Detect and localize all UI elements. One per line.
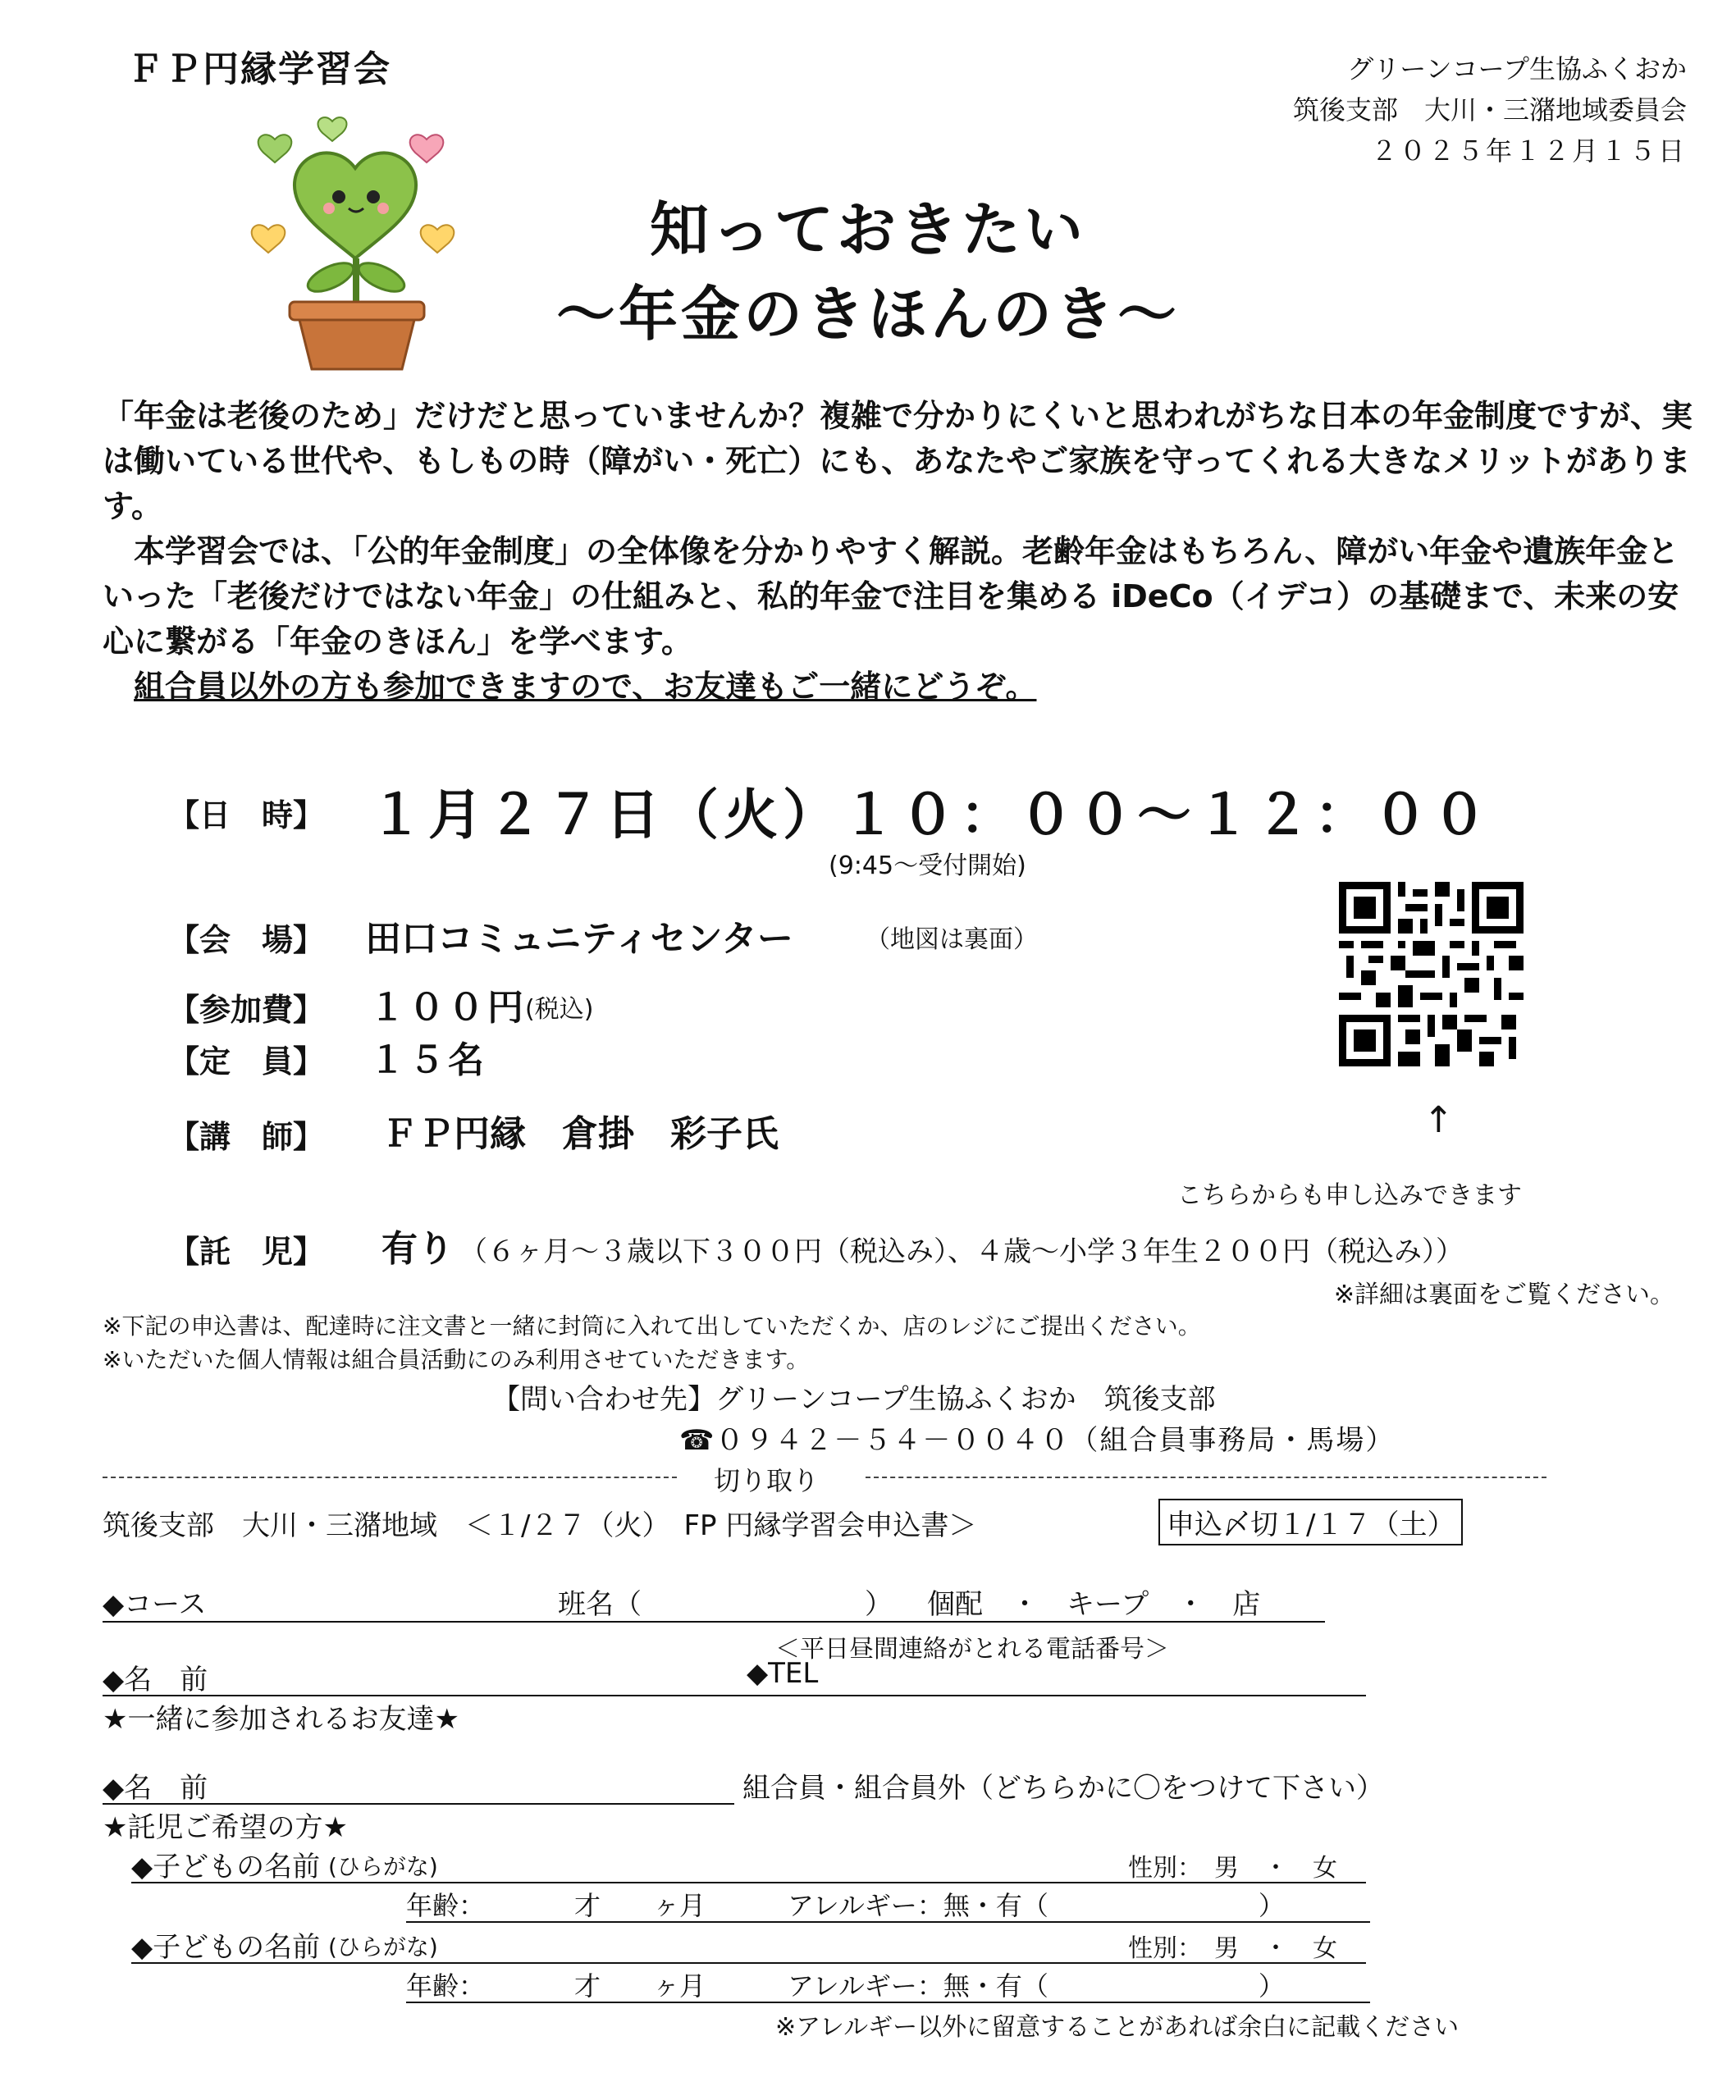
course-label: ◆コース (103, 1588, 207, 1621)
childcare-label: 【託 児】 (168, 1234, 325, 1270)
venue-note: （地図は裏面） (866, 925, 1038, 954)
lecturer-label: 【講 師】 (168, 1119, 325, 1155)
childcare-value: 有り (381, 1228, 454, 1270)
capacity-label: 【定 員】 (168, 1043, 325, 1080)
child-2-age-underline (406, 2002, 1370, 2003)
intro-text (103, 394, 1694, 710)
note-submission: ※下記の申込書は、配達時に注文書と一緒に封筒に入れて出していただくか、店のレジにご提出ください。 (103, 1312, 1201, 1340)
note-privacy: ※いただいた個人情報は組合員活動にのみ利用させていただきます。 (103, 1346, 810, 1373)
child-2-age-label: 年齢： (406, 1970, 486, 2002)
child-1-gender[interactable]: 性別： 男 ・ 女 (1128, 1854, 1337, 1883)
childcare-detail-note: ※詳細は裏面をご覧ください。 (1333, 1281, 1674, 1309)
member-choice[interactable]: 組合員・組合員外（どちらかに〇をつけて下さい） (742, 1772, 1384, 1805)
date-value: １月２７日（火）１０：００～１２：００ (369, 783, 1492, 847)
fee-value: １００円 (369, 987, 527, 1029)
title-line-2: ～年金のきほんのき～ (555, 280, 1180, 349)
deadline-box: 申込〆切１/１７（土） (1158, 1499, 1463, 1545)
lecturer-value: ＦＰ円縁 倉掛 彩子氏 (381, 1113, 779, 1155)
venue-label: 【会 場】 (168, 922, 325, 958)
child-1-age-label: 年齢： (406, 1890, 486, 1921)
title-line-1: 知っておきたい (649, 195, 1086, 264)
venue-value: 田口コミュニティセンター (365, 918, 793, 960)
capacity-value: １５名 (369, 1039, 487, 1081)
course-underline (103, 1621, 1325, 1623)
delivery-options[interactable]: 個配 ・ キープ ・ 店 (927, 1588, 1261, 1621)
child-1-allergy[interactable]: アレルギー：無・有（ ） (788, 1890, 1285, 1921)
org-line-2: 筑後支部 大川・三潴地域委員会 (1292, 94, 1687, 126)
child-1-age-underline (406, 1921, 1370, 1923)
group-name-field[interactable]: 班名（ ） (558, 1588, 893, 1621)
org-line-1: グリーンコープ生協ふくおか (1347, 53, 1687, 84)
child-2-allergy[interactable]: アレルギー：無・有（ ） (788, 1970, 1285, 2002)
issue-date: ２０２５年１２月１５日 (1370, 135, 1687, 167)
date-label: 【日 時】 (168, 797, 325, 833)
cut-line-right (866, 1477, 1546, 1478)
name-label: ◆名 前 (103, 1664, 208, 1696)
childcare-note: （６ヶ月～３歳以下３００円（税込み）、４歳～小学３年生２００円（税込み）） (459, 1235, 1464, 1268)
qr-code[interactable] (1339, 882, 1524, 1066)
reception-time: (9:45～受付開始) (829, 851, 1026, 880)
childcare-heading: ★託児ご希望の方★ (103, 1811, 348, 1844)
child-1-name-hint: (ひらがな) (328, 1853, 438, 1880)
child-1-name-label: ◆子どもの名前 (131, 1851, 321, 1883)
friend-heading: ★一緒に参加されるお友達★ (103, 1703, 459, 1736)
child-2-name-underline[interactable] (131, 1962, 1366, 1964)
child-2-gender[interactable]: 性別： 男 ・ 女 (1128, 1934, 1337, 1963)
child-1-age-units[interactable]: 才 ヶ月 (574, 1890, 706, 1921)
intro-paragraph-2: 本学習会では、「公的年金制度」の全体像を分かりやすく解説。老齢年金はもちろん、障がい年金や遺族年金といった「老後だけではない年金」の仕組みと、私的年金で注目を集める iDeCo（イデコ）の基礎まで、未来の安心に繋がる「年金のきほん」を学べます。 (103, 533, 1679, 660)
qr-caption: こちらからも申し込みできます (1177, 1181, 1522, 1210)
fee-note: (税込) (525, 995, 594, 1024)
intro-paragraph-3: 組合員以外の方も参加できますので、お友達もご一緒にどうぞ。 (134, 669, 1037, 705)
qr-arrow-icon: ↑ (1423, 1099, 1454, 1141)
child-1-name-underline[interactable] (131, 1882, 1366, 1883)
phone-hint: ＜平日昼間連絡がとれる電話番号＞ (775, 1635, 1169, 1664)
cut-label: 切り取り (714, 1465, 820, 1496)
intro-paragraph-1: 「年金は老後のため」だけだと思っていませんか？複雑で分かりにくいと思われがちな日本の年金制度ですが、実は働いている世代や、もしもの時（障がい・死亡）にも、あなたやご家族を守ってくれる大きなメリットがあります。 (103, 398, 1693, 524)
cut-line-left (103, 1477, 677, 1478)
child-2-name-hint: (ひらがな) (328, 1933, 438, 1961)
contact-phone: ☎０９４２－５４－００４０（組合員事務局・馬場） (679, 1424, 1396, 1457)
allergy-footnote: ※アレルギー以外に留意することがあれば余白に記載ください (775, 2013, 1460, 2042)
fee-label: 【参加費】 (168, 992, 325, 1028)
form-title: 筑後支部 大川・三潴地域 ＜１/２７（火） FP 円縁学習会申込書＞ (103, 1509, 977, 1542)
friend-name-label: ◆名 前 (103, 1772, 208, 1805)
group-name: ＦＰ円縁学習会 (127, 48, 391, 90)
child-2-name-label: ◆子どもの名前 (131, 1931, 321, 1964)
contact-label: 【問い合わせ先】グリーンコープ生協ふくおか 筑後支部 (492, 1383, 1216, 1416)
child-2-age-units[interactable]: 才 ヶ月 (574, 1970, 706, 2002)
tel-label: ◆TEL (747, 1657, 819, 1690)
